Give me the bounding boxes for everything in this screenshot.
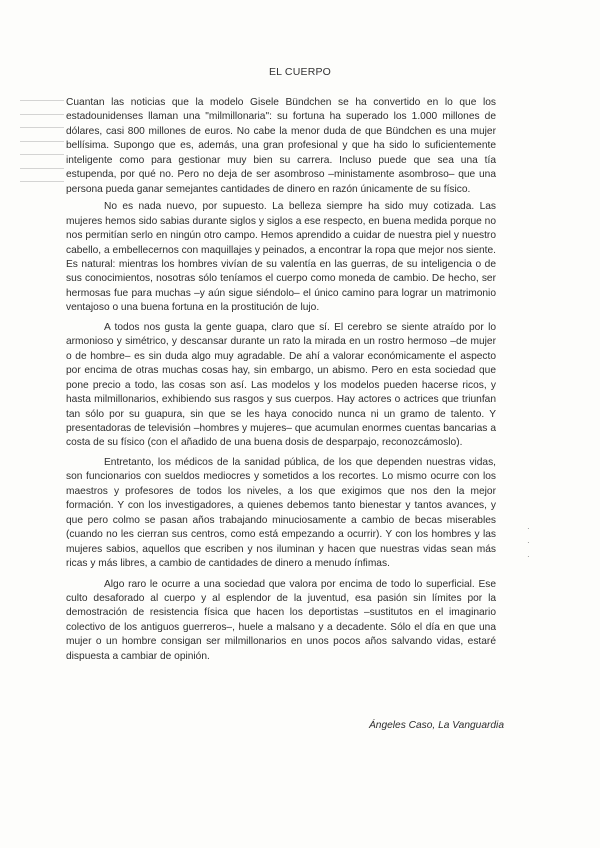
signature-source: La Vanguardia <box>438 720 504 731</box>
signature-author: Ángeles Caso, <box>368 720 436 731</box>
paragraph-5: Algo raro le ocurre a una sociedad que valora por encima de todo lo superficial. Ese culto desaforado al cuerpo y al esplendor de la juventud, esa pasión sin límites por la demostración de resistencia física que hacen los deportistas –sustitutos en el imaginario colectivo de los antiguos guerreros–, huele a malsano y a decadente. Sólo el día en que una mujer o un hombre consigan ser milmillonarios en unos pocos años salvando vidas, estaré dispuesta a cambiar de opinión. <box>66 578 496 662</box>
article-signature <box>369 720 504 731</box>
document-title: EL CUERPO <box>268 66 332 78</box>
paragraph-2: No es nada nuevo, por supuesto. La belleza siempre ha sido muy cotizada. Las mujeres hemos sido sabias durante siglos y siglos a ese respecto, en buena medida porque no nos permitían serlo en ningún otro campo. Hemos aprendido a cuidar de nuestra piel y nuestro cabello, a embellecernos con maquillajes y peinados, a encontrar la ropa que mejor nos siente. Es natural: mientras los hombres vivían de su valentía en las guerras, de su inteligencia o de sus conocimientos, nosotras sólo teníamos el cuerpo como moneda de cambio. De hecho, ser hermosas fue para muchas –y aún sigue siéndolo– el único camino para lograr un matrimonio ventajoso o una buena fortuna en la prostitución de lujo. <box>66 201 496 314</box>
article-body <box>66 96 496 667</box>
paragraph-1: Cuantan las noticias que la modelo Gisele Bündchen se ha convertido en lo que los estadounidenses llaman una "milmillonaria": su fortuna ha superado los 1.000 millones de dólares, casi 800 millones de euros. No cabe la menor duda de que Bündchen es una mujer bellísima. Supongo que es, además, una gran profesional y que ha sido lo suficientemente inteligente como para gestionar muy bien su carrera. Incluso puede que sea una tía estupenda, por qué no. Pero no deja de ser asombroso –ministamente asombroso– que una persona pueda ganar semejantes cantidades de dinero en razón únicamente de su físico. <box>66 97 496 195</box>
paragraph-3: A todos nos gusta la gente guapa, claro que sí. El cerebro se siente atraído por lo armonioso y simétrico, y descansar durante un rato la mirada en un rostro hermoso –de mujer o de hombre– es sin duda algo muy agradable. De ahí a valorar económicamente el aspecto por encima de otras muchas cosas hay, sin embargo, un abismo. Pero en esta sociedad que pone precio a todo, las cosas son así. Las modelos y los modelos pueden hacerse ricos, y hasta milmillonarios, exhibiendo sus rasgos y sus cuerpos. Hay actores o actrices que triunfan tan sólo por su guapura, sin que se les haya conocido nunca ni un gramo de talento. Y presentadoras de televisión –hombres y mujeres– que acumulan enormes cuentas bancarias a costa de su físico (con el añadido de una buena dosis de desparpajo, reconozcámoslo). <box>66 321 496 449</box>
paragraph-4: Entretanto, los médicos de la sanidad pública, de los que dependen nuestras vidas, son funcionarios con sueldos mediocres y sometidos a los recortes. Lo mismo ocurre con los maestros y profesores de todos los niveles, a los que exigimos que nos den la mejor formación. Y con los investigadores, a quienes debemos tanto bienestar y tantos avances, y que pero colmo se pasan años trabajando minuciosamente a cambio de becas miserables (cuando no les cierran sus centros, como está empezando a ocurrir). Y con los hombres y las mujeres sabios, aquellos que escriben y nos iluminan y hacen que nuestras vidas sean más ricas y más libres, a cambio de cantidades de dinero a menudo ínfimas. <box>66 456 496 570</box>
margin-smudge <box>20 100 64 200</box>
scan-dots: · · · <box>527 524 530 561</box>
